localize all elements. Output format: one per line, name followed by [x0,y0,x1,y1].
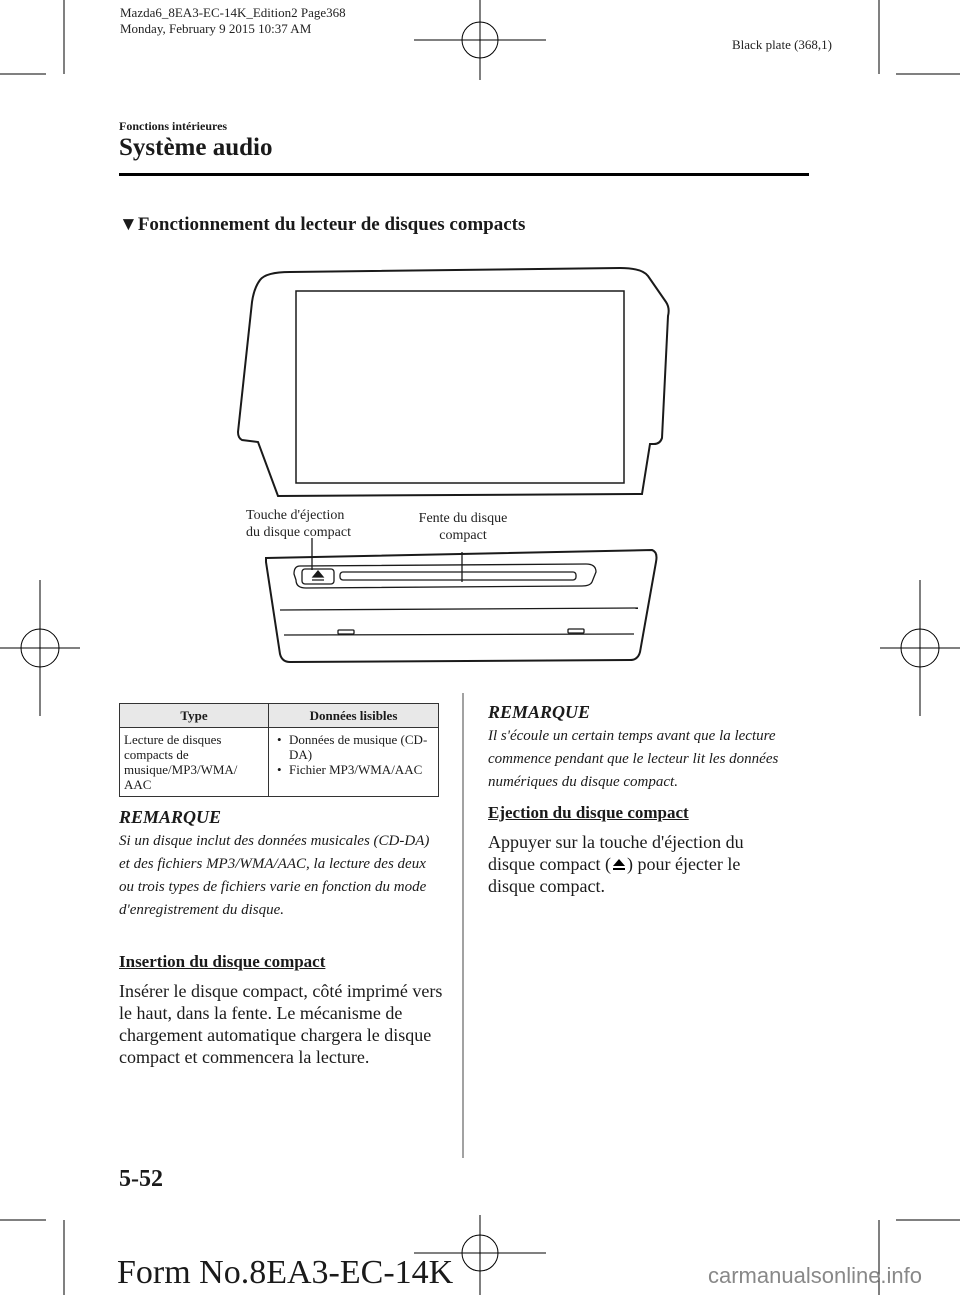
note-left-text: Si un disque inclut des données musicales (CD-DA) et des fichiers MP3/WMA/AAC, la lecture des deux ou trois types de fichiers varie en fonction du mode d'enregistrement du disque. [119,833,430,918]
list-item: • Données de musique (CD-DA) [289,732,434,762]
display-screen [296,291,624,483]
section-rule [119,173,809,176]
eject-icon [312,571,324,580]
type-line: Lecture de disques [124,732,222,747]
cd-slot [340,572,576,580]
page-number: 5-52 [119,1166,163,1192]
section-title: Système audio [119,134,273,161]
table-row [120,728,439,797]
ejection-text-before: Appuyer sur la touche d'éjection du disque compact ( [488,832,744,874]
format-table [119,703,439,797]
list-item: • Fichier MP3/WMA/AAC [289,762,434,777]
table-cell-data [269,728,439,797]
note-right-text: Il s'écoule un certain temps avant que la lecture commence pendant que le lecteur lit les données numériques du disque compact. [488,728,779,790]
table-header-data: Données lisibles [269,704,439,728]
ejection-title: Ejection du disque compact [488,803,689,822]
table-header-type: Type [120,704,269,728]
table-header-row [120,704,439,728]
print-file-line: Mazda6_8EA3-EC-14K_Edition2 Page368 [120,5,346,20]
table-cell-type [120,728,269,797]
cd-unit-body [266,550,657,662]
print-date-line: Monday, February 9 2015 10:37 AM [120,21,312,36]
label-eject-button: Touche d'éjection du disque compact [246,508,351,540]
insertion-text: Insérer le disque compact, côté imprimé vers le haut, dans la fente. Le mécanisme de chargement automatique chargera le disque compact et commencera la lecture. [119,981,443,1067]
watermark: carmanualsonline.info [708,1263,923,1288]
display-bezel [238,268,669,496]
label-cd-slot: Fente du disque compact [418,511,508,543]
ejection-text-after: ) pour éjecter le disque compact. [488,854,741,896]
note-left-title: REMARQUE [119,807,222,827]
audio-unit-illustration [230,262,680,667]
insertion-title: Insertion du disque compact [119,952,326,971]
form-number: Form No.8EA3-EC-14K [117,1254,454,1291]
main-heading [119,214,525,236]
eject-icon [611,857,627,871]
ejection-text [488,831,778,897]
heading-text: Fonctionnement du lecteur de disques compacts [137,214,526,235]
cd-slot-bay [294,564,596,588]
note-right-title: REMARQUE [488,702,591,722]
type-line: compacts de [124,747,189,762]
type-line: musique/MP3/WMA/ [124,762,238,777]
type-line: AAC [124,777,152,792]
heading-marker: ▼ [119,214,138,235]
section-category: Fonctions intérieures [119,119,228,133]
black-plate-label: Black plate (368,1) [732,37,832,52]
